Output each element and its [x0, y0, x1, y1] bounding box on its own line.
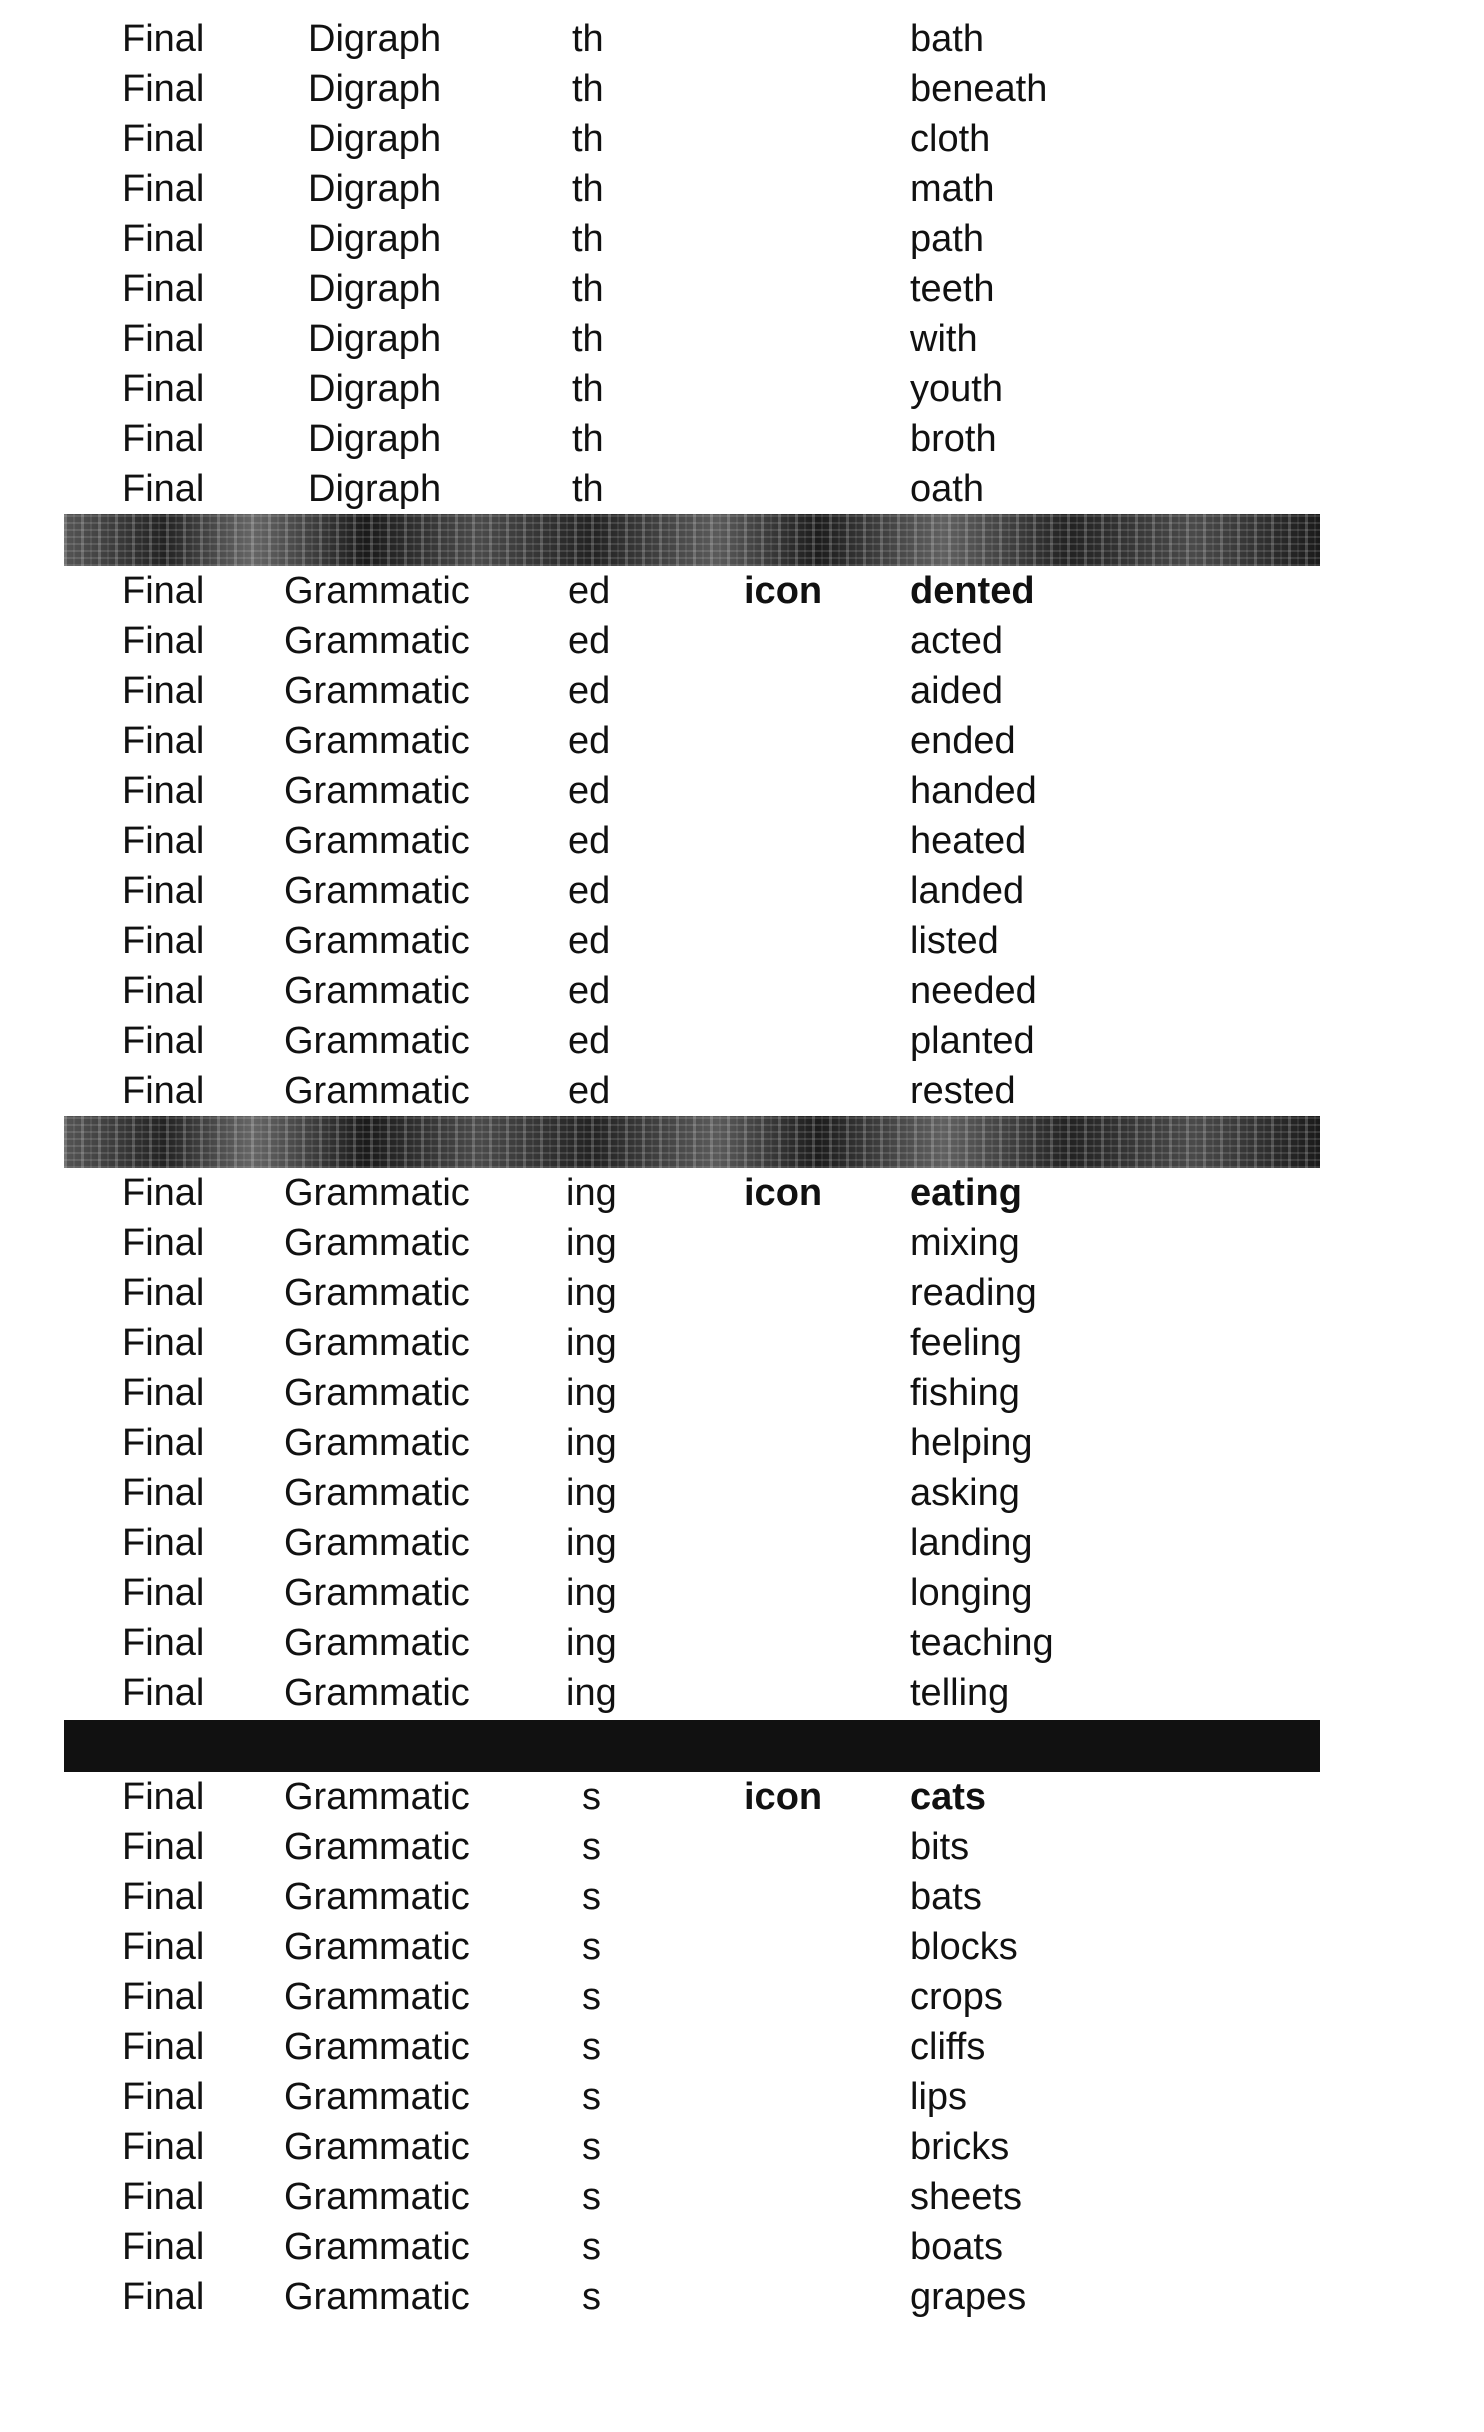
- position-cell: Final: [122, 2276, 205, 2318]
- category-cell: Grammatic: [284, 1572, 470, 1614]
- position-cell: Final: [122, 2026, 205, 2068]
- pattern-cell: ed: [568, 870, 611, 912]
- position-cell: Final: [122, 1272, 205, 1314]
- position-cell: Final: [122, 468, 205, 510]
- pattern-cell: ed: [568, 670, 611, 712]
- pattern-cell: ing: [566, 1372, 617, 1414]
- word-cell: teeth: [910, 268, 995, 310]
- table-row: [0, 1822, 1484, 1872]
- pattern-cell: ing: [566, 1672, 617, 1714]
- word-cell: lips: [910, 2076, 968, 2118]
- position-cell: Final: [122, 1322, 205, 1364]
- word-cell: helping: [910, 1422, 1033, 1464]
- category-cell: Grammatic: [284, 2126, 470, 2168]
- category-cell: Grammatic: [284, 670, 470, 712]
- category-cell: Grammatic: [284, 870, 470, 912]
- word-cell: planted: [910, 1020, 1035, 1062]
- table-row: [0, 2122, 1484, 2172]
- table-row: [0, 1168, 1484, 1218]
- position-cell: Final: [122, 318, 205, 360]
- table-row: [0, 1218, 1484, 1268]
- category-cell: Grammatic: [284, 1172, 470, 1214]
- position-cell: Final: [122, 1622, 205, 1664]
- pattern-cell: th: [572, 218, 604, 260]
- category-cell: Digraph: [308, 18, 442, 60]
- word-cell: heated: [910, 820, 1027, 862]
- table-row: [0, 1568, 1484, 1618]
- icon-label-cell: icon: [744, 570, 823, 612]
- table-row: [0, 1468, 1484, 1518]
- category-cell: Digraph: [308, 118, 442, 160]
- category-cell: Digraph: [308, 468, 442, 510]
- table-row: [0, 666, 1484, 716]
- table-row: [0, 2172, 1484, 2222]
- word-cell: fishing: [910, 1372, 1020, 1414]
- word-cell: math: [910, 168, 995, 210]
- word-cell: crops: [910, 1976, 1003, 2018]
- pattern-cell: ing: [566, 1422, 617, 1464]
- pattern-cell: ed: [568, 620, 611, 662]
- word-cell: path: [910, 218, 984, 260]
- word-cell: needed: [910, 970, 1037, 1012]
- table-row: [0, 1772, 1484, 1822]
- category-cell: Grammatic: [284, 1976, 470, 2018]
- word-cell: bath: [910, 18, 984, 60]
- pattern-cell: ing: [566, 1472, 617, 1514]
- category-cell: Grammatic: [284, 1272, 470, 1314]
- category-cell: Grammatic: [284, 1826, 470, 1868]
- category-cell: Grammatic: [284, 2026, 470, 2068]
- word-cell: ended: [910, 720, 1016, 762]
- word-cell: bats: [910, 1876, 982, 1918]
- table-row: [0, 114, 1484, 164]
- word-cell: sheets: [910, 2176, 1022, 2218]
- pattern-cell: ed: [568, 820, 611, 862]
- position-cell: Final: [122, 1976, 205, 2018]
- table-row: [0, 916, 1484, 966]
- word-cell: boats: [910, 2226, 1003, 2268]
- category-cell: Grammatic: [284, 1070, 470, 1112]
- word-cell: eating: [910, 1172, 1022, 1214]
- word-cell: with: [910, 318, 978, 360]
- pattern-cell: s: [582, 1776, 601, 1818]
- pattern-cell: s: [582, 2076, 601, 2118]
- position-cell: Final: [122, 820, 205, 862]
- position-cell: Final: [122, 1372, 205, 1414]
- category-cell: Digraph: [308, 168, 442, 210]
- position-cell: Final: [122, 1672, 205, 1714]
- table-row: [0, 414, 1484, 464]
- position-cell: Final: [122, 970, 205, 1012]
- word-cell: reading: [910, 1272, 1037, 1314]
- position-cell: Final: [122, 168, 205, 210]
- category-cell: Grammatic: [284, 970, 470, 1012]
- table-row: [0, 164, 1484, 214]
- pattern-cell: s: [582, 2176, 601, 2218]
- category-cell: Grammatic: [284, 1372, 470, 1414]
- section-divider: [64, 1720, 1320, 1772]
- position-cell: Final: [122, 1776, 205, 1818]
- category-cell: Grammatic: [284, 1672, 470, 1714]
- table-row: [0, 816, 1484, 866]
- position-cell: Final: [122, 368, 205, 410]
- icon-label-cell: icon: [744, 1776, 823, 1818]
- word-cell: asking: [910, 1472, 1020, 1514]
- section-divider: [64, 514, 1320, 566]
- table-row: [0, 866, 1484, 916]
- word-cell: cliffs: [910, 2026, 986, 2068]
- pattern-cell: s: [582, 2126, 601, 2168]
- position-cell: Final: [122, 1876, 205, 1918]
- word-cell: feeling: [910, 1322, 1022, 1364]
- category-cell: Grammatic: [284, 2276, 470, 2318]
- pattern-cell: th: [572, 468, 604, 510]
- pattern-cell: th: [572, 18, 604, 60]
- category-cell: Grammatic: [284, 1222, 470, 1264]
- table-row: [0, 1268, 1484, 1318]
- position-cell: Final: [122, 2076, 205, 2118]
- category-cell: Digraph: [308, 218, 442, 260]
- table-row: [0, 364, 1484, 414]
- word-cell: rested: [910, 1070, 1016, 1112]
- pattern-cell: ing: [566, 1572, 617, 1614]
- position-cell: Final: [122, 770, 205, 812]
- category-cell: Grammatic: [284, 1422, 470, 1464]
- category-cell: Grammatic: [284, 1472, 470, 1514]
- table-row: [0, 64, 1484, 114]
- category-cell: Grammatic: [284, 770, 470, 812]
- pattern-cell: ed: [568, 920, 611, 962]
- position-cell: Final: [122, 620, 205, 662]
- table-row: [0, 1972, 1484, 2022]
- category-cell: Digraph: [308, 68, 442, 110]
- position-cell: Final: [122, 1572, 205, 1614]
- position-cell: Final: [122, 1070, 205, 1112]
- category-cell: Grammatic: [284, 1926, 470, 1968]
- table-row: [0, 214, 1484, 264]
- word-cell: landed: [910, 870, 1025, 912]
- table-row: [0, 1518, 1484, 1568]
- position-cell: Final: [122, 720, 205, 762]
- word-cell: youth: [910, 368, 1003, 410]
- category-cell: Grammatic: [284, 620, 470, 662]
- position-cell: Final: [122, 218, 205, 260]
- category-cell: Grammatic: [284, 920, 470, 962]
- pattern-cell: s: [582, 1926, 601, 1968]
- pattern-cell: th: [572, 168, 604, 210]
- category-cell: Grammatic: [284, 1322, 470, 1364]
- section-divider: [64, 1116, 1320, 1168]
- table-row: [0, 1016, 1484, 1066]
- word-cell: beneath: [910, 68, 1048, 110]
- word-cell: cats: [910, 1776, 987, 1818]
- pattern-cell: ing: [566, 1522, 617, 1564]
- category-cell: Digraph: [308, 418, 442, 460]
- table-row: [0, 966, 1484, 1016]
- word-cell: broth: [910, 418, 997, 460]
- table-row: [0, 766, 1484, 816]
- pattern-cell: th: [572, 418, 604, 460]
- table-row: [0, 1922, 1484, 1972]
- position-cell: Final: [122, 570, 205, 612]
- position-cell: Final: [122, 2226, 205, 2268]
- category-cell: Grammatic: [284, 1522, 470, 1564]
- category-cell: Grammatic: [284, 570, 470, 612]
- word-cell: landing: [910, 1522, 1033, 1564]
- pattern-cell: ed: [568, 770, 611, 812]
- table-row: [0, 2222, 1484, 2272]
- word-cell: handed: [910, 770, 1037, 812]
- position-cell: Final: [122, 1522, 205, 1564]
- table-row: [0, 1318, 1484, 1368]
- pattern-cell: ed: [568, 570, 611, 612]
- position-cell: Final: [122, 118, 205, 160]
- word-cell: bricks: [910, 2126, 1010, 2168]
- position-cell: Final: [122, 1826, 205, 1868]
- position-cell: Final: [122, 920, 205, 962]
- table-row: [0, 1618, 1484, 1668]
- category-cell: Grammatic: [284, 1020, 470, 1062]
- word-cell: aided: [910, 670, 1003, 712]
- category-cell: Digraph: [308, 268, 442, 310]
- pattern-cell: ing: [566, 1222, 617, 1264]
- position-cell: Final: [122, 870, 205, 912]
- word-cell: telling: [910, 1672, 1010, 1714]
- position-cell: Final: [122, 1926, 205, 1968]
- pattern-cell: ed: [568, 970, 611, 1012]
- category-cell: Grammatic: [284, 820, 470, 862]
- position-cell: Final: [122, 2176, 205, 2218]
- position-cell: Final: [122, 18, 205, 60]
- position-cell: Final: [122, 1020, 205, 1062]
- table-row: [0, 464, 1484, 514]
- table-row: [0, 1368, 1484, 1418]
- pattern-cell: ing: [566, 1622, 617, 1664]
- word-cell: blocks: [910, 1926, 1018, 1968]
- word-cell: listed: [910, 920, 999, 962]
- category-cell: Grammatic: [284, 2226, 470, 2268]
- table-row: [0, 2022, 1484, 2072]
- position-cell: Final: [122, 1172, 205, 1214]
- position-cell: Final: [122, 268, 205, 310]
- pattern-cell: ed: [568, 1020, 611, 1062]
- pattern-cell: s: [582, 2026, 601, 2068]
- word-cell: mixing: [910, 1222, 1020, 1264]
- word-cell: oath: [910, 468, 984, 510]
- pattern-cell: ed: [568, 1070, 611, 1112]
- position-cell: Final: [122, 1422, 205, 1464]
- pattern-cell: ing: [566, 1172, 617, 1214]
- pattern-cell: ing: [566, 1272, 617, 1314]
- table-row: [0, 14, 1484, 64]
- pattern-cell: th: [572, 368, 604, 410]
- category-cell: Grammatic: [284, 1876, 470, 1918]
- word-cell: longing: [910, 1572, 1033, 1614]
- category-cell: Digraph: [308, 368, 442, 410]
- table-row: [0, 314, 1484, 364]
- category-cell: Grammatic: [284, 720, 470, 762]
- table-row: [0, 1066, 1484, 1116]
- pattern-cell: ing: [566, 1322, 617, 1364]
- table-row: [0, 1668, 1484, 1718]
- word-cell: cloth: [910, 118, 991, 160]
- category-cell: Grammatic: [284, 1776, 470, 1818]
- icon-label-cell: icon: [744, 1172, 823, 1214]
- position-cell: Final: [122, 418, 205, 460]
- category-cell: Digraph: [308, 318, 442, 360]
- word-cell: grapes: [910, 2276, 1027, 2318]
- category-cell: Grammatic: [284, 1622, 470, 1664]
- table-row: [0, 1418, 1484, 1468]
- position-cell: Final: [122, 670, 205, 712]
- pattern-cell: s: [582, 1976, 601, 2018]
- table-row: [0, 566, 1484, 616]
- pattern-cell: th: [572, 118, 604, 160]
- pattern-cell: th: [572, 268, 604, 310]
- position-cell: Final: [122, 68, 205, 110]
- pattern-cell: s: [582, 1826, 601, 1868]
- pattern-cell: ed: [568, 720, 611, 762]
- pattern-cell: th: [572, 318, 604, 360]
- word-cell: bits: [910, 1826, 970, 1868]
- word-cell: dented: [910, 570, 1035, 612]
- position-cell: Final: [122, 1472, 205, 1514]
- word-cell: teaching: [910, 1622, 1054, 1664]
- table-row: [0, 1872, 1484, 1922]
- table-row: [0, 2072, 1484, 2122]
- table-row: [0, 716, 1484, 766]
- word-cell: acted: [910, 620, 1003, 662]
- pattern-cell: th: [572, 68, 604, 110]
- category-cell: Grammatic: [284, 2076, 470, 2118]
- category-cell: Grammatic: [284, 2176, 470, 2218]
- position-cell: Final: [122, 1222, 205, 1264]
- pattern-cell: s: [582, 1876, 601, 1918]
- position-cell: Final: [122, 2126, 205, 2168]
- pattern-cell: s: [582, 2276, 601, 2318]
- table-row: [0, 2272, 1484, 2322]
- table-row: [0, 616, 1484, 666]
- pattern-cell: s: [582, 2226, 601, 2268]
- table-row: [0, 264, 1484, 314]
